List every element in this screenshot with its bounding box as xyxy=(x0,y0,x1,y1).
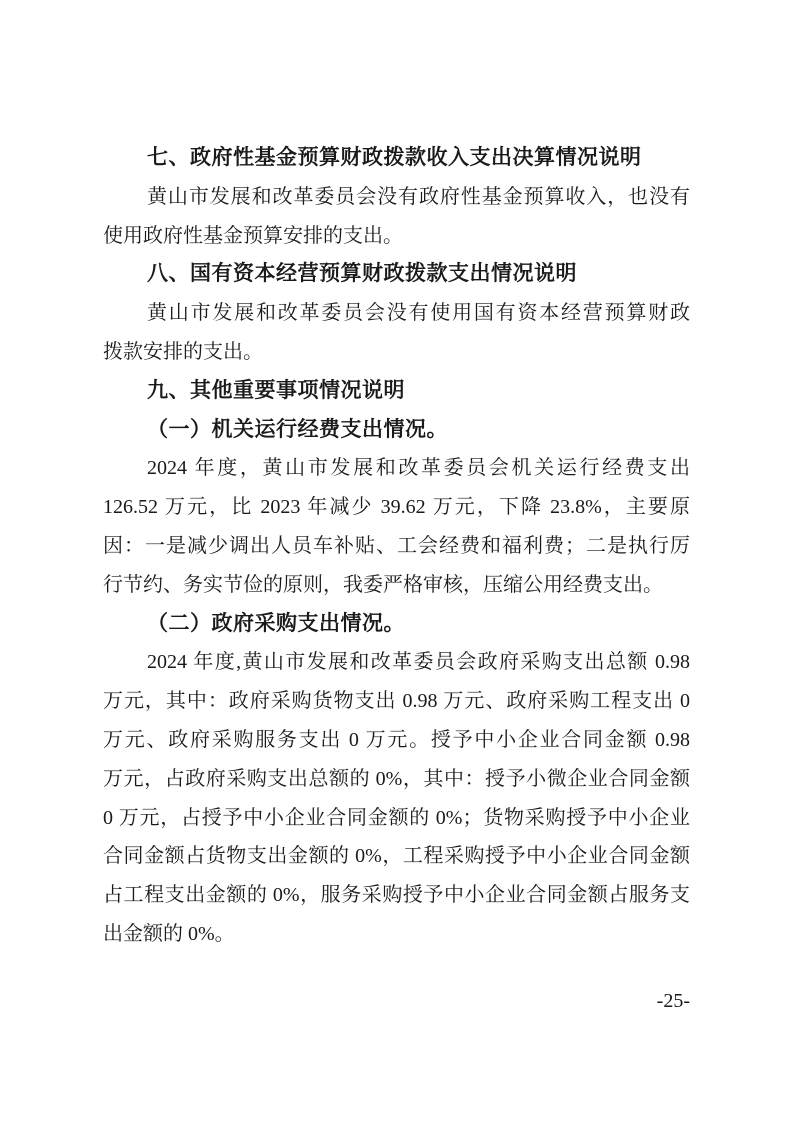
section-heading-7: 七、政府性基金预算财政拨款收入支出决算情况说明 xyxy=(147,146,642,169)
paragraph-line: 占工程支出金额的 0%，服务采购授予中小企业合同金额占服务支 xyxy=(103,884,690,907)
paragraph-line: 126.52 万元，比 2023 年减少 39.62 万元，下降 23.8%，主要原 xyxy=(103,496,690,519)
paragraph-line: 0 万元，占授予中小企业合同金额的 0%；货物采购授予中小企业 xyxy=(103,806,690,829)
subsection-heading-2: （二）政府采购支出情况。 xyxy=(147,611,405,635)
paragraph-line: 2024 年度,黄山市发展和改革委员会政府采购支出总额 0.98 xyxy=(147,651,690,674)
paragraph-line: 黄山市发展和改革委员会没有使用国有资本经营预算财政 xyxy=(147,302,690,325)
paragraph-line: 2024 年度，黄山市发展和改革委员会机关运行经费支出 xyxy=(147,457,690,480)
paragraph-line: 黄山市发展和改革委员会没有政府性基金预算收入，也没有 xyxy=(147,185,690,208)
paragraph-line: 使用政府性基金预算安排的支出。 xyxy=(103,224,403,247)
subsection-heading-1: （一）机关运行经费支出情况。 xyxy=(147,417,448,441)
paragraph-line: 拨款安排的支出。 xyxy=(103,340,263,363)
paragraph-line: 合同金额占货物支出金额的 0%，工程采购授予中小企业合同金额 xyxy=(103,845,690,868)
section-heading-9: 九、其他重要事项情况说明 xyxy=(147,378,405,402)
paragraph-line: 万元，其中：政府采购货物支出 0.98 万元、政府采购工程支出 0 xyxy=(103,690,690,713)
section-heading-8: 八、国有资本经营预算财政拨款支出情况说明 xyxy=(147,262,577,286)
document-body xyxy=(103,139,690,954)
paragraph-line: 出金额的 0%。 xyxy=(103,922,235,945)
paragraph-line: 万元、政府采购服务支出 0 万元。授予中小企业合同金额 0.98 xyxy=(103,728,690,751)
page-number: -25- xyxy=(656,990,690,1012)
paragraph-line: 行节约、务实节俭的原则，我委严格审核，压缩公用经费支出。 xyxy=(103,573,663,596)
paragraph-line: 因：一是减少调出人员车补贴、工会经费和福利费；二是执行厉 xyxy=(103,534,690,557)
paragraph-line: 万元，占政府采购支出总额的 0%，其中：授予小微企业合同金额 xyxy=(103,767,690,790)
